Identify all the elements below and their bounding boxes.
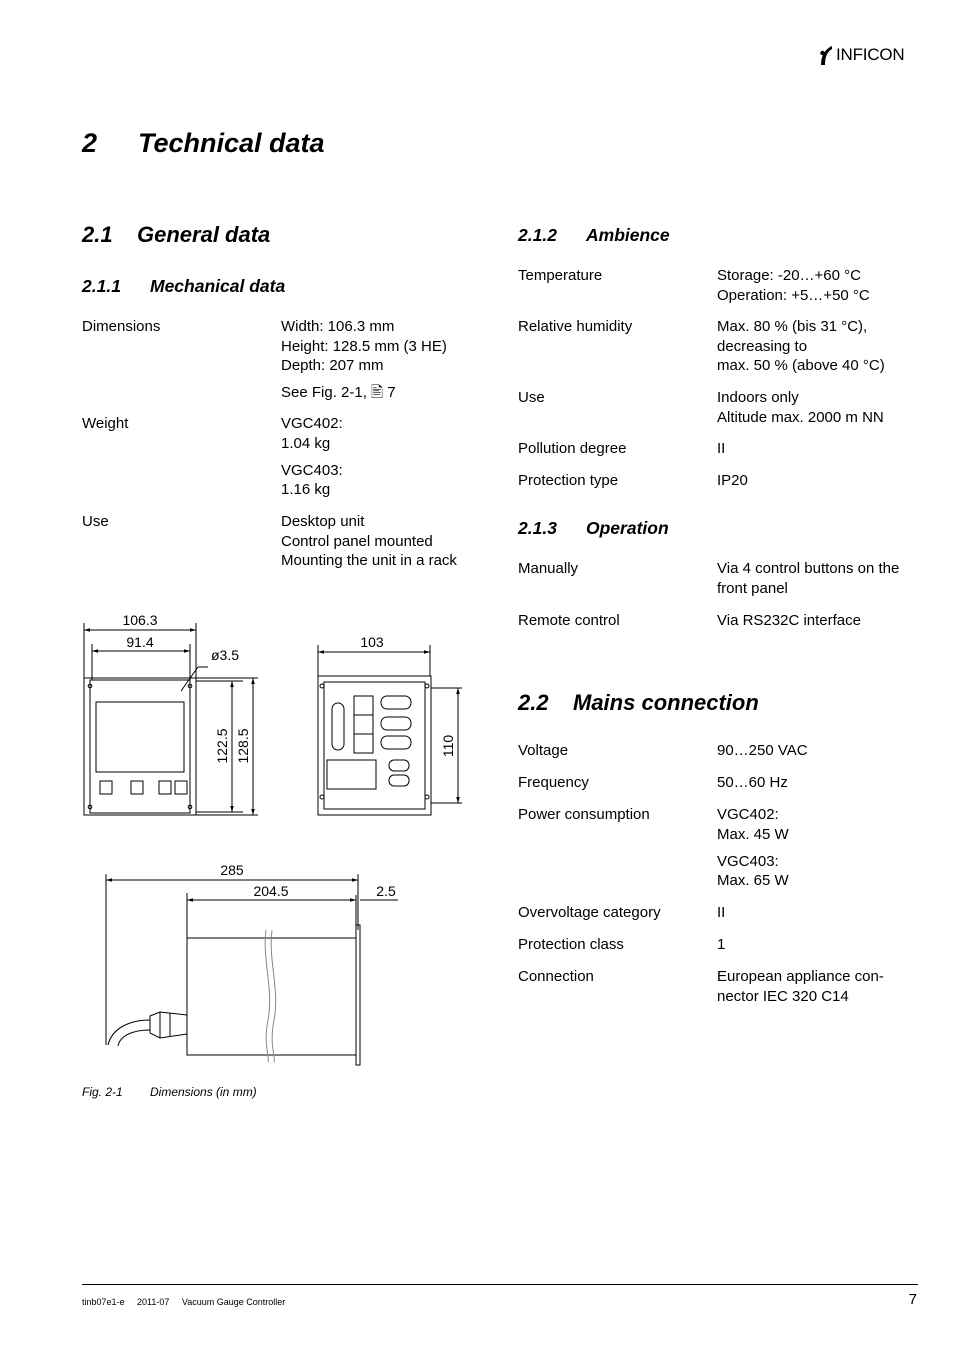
row-value — [717, 317, 885, 376]
row-label: Use — [518, 389, 545, 406]
row-value — [717, 439, 725, 459]
row-label: Use — [82, 513, 109, 530]
section-title: Mains connection — [573, 690, 759, 715]
row-label: Dimensions — [82, 318, 161, 335]
value-line: Width: 106.3 mm — [281, 318, 395, 335]
value-line: 1.16 kg — [281, 481, 331, 498]
value-line: European appliance con- — [717, 968, 884, 985]
row-label: Protection type — [518, 472, 619, 489]
front-view — [84, 623, 258, 815]
section-general-heading — [82, 222, 270, 248]
value-line: II — [717, 440, 726, 457]
ambience-heading — [518, 225, 670, 246]
value-line: VGC402: — [281, 415, 343, 432]
row-label: Remote control — [518, 612, 620, 629]
chapter-number: 2 — [82, 128, 98, 158]
operation-heading — [518, 518, 669, 539]
rear-height-label: 110 — [440, 734, 456, 758]
value-line: 1.04 kg — [281, 434, 331, 452]
side-panel-label: 2.5 — [376, 883, 396, 899]
footer-document-info: tinb07e1-e 2011-07 Vacuum Gauge Controller — [82, 1297, 286, 1307]
row-value — [717, 611, 861, 631]
row-value — [717, 471, 748, 491]
row-value — [281, 414, 343, 500]
section-number: 2.1 — [82, 222, 113, 247]
value-line: 50…60 Hz — [717, 774, 788, 791]
row-label: Manually — [518, 560, 579, 577]
side-view — [106, 874, 398, 1065]
mechanical-heading — [82, 276, 285, 297]
figure-caption — [82, 1085, 257, 1099]
row-value — [717, 967, 884, 1006]
value-line: Max. 65 W — [717, 872, 789, 889]
figure-reference-link[interactable]: See Fig. 2-1, 🖹 7 — [281, 384, 396, 401]
side-depth-label: 285 — [220, 862, 244, 878]
value-line: decreasing to — [717, 337, 808, 355]
chapter-title — [82, 128, 325, 159]
row-value — [717, 903, 725, 923]
logo-text: INFICON — [836, 45, 905, 64]
value-line: Max. 45 W — [717, 825, 789, 843]
value-line: VGC403: — [717, 852, 779, 870]
rear-width-label: 103 — [360, 634, 384, 650]
inficon-logo-icon — [818, 44, 834, 66]
row-label: Temperature — [518, 267, 603, 284]
value-line: 1 — [717, 936, 726, 953]
subsection-title: Mechanical data — [150, 276, 286, 296]
hole-diameter-label: ø3.5 — [211, 647, 240, 663]
row-label: Connection — [518, 968, 594, 985]
front-inner-width-label: 91.4 — [126, 634, 154, 650]
caption-text: Dimensions (in mm) — [150, 1085, 257, 1099]
value-line: Via 4 control buttons on the — [717, 560, 900, 577]
section-title: General data — [137, 222, 271, 247]
row-value — [717, 559, 899, 598]
rear-view — [318, 645, 462, 815]
value-line: Via RS232C interface — [717, 612, 861, 629]
row-label: Protection class — [518, 936, 624, 953]
value-line: IP20 — [717, 472, 748, 489]
row-value — [717, 805, 789, 891]
row-label: Voltage — [518, 742, 569, 759]
value-line: nector IEC 320 C14 — [717, 987, 849, 1005]
value-line: Max. 80 % (bis 31 °C), — [717, 318, 868, 335]
row-label: Pollution degree — [518, 440, 627, 457]
row-value — [281, 317, 447, 403]
mains-heading — [518, 690, 759, 716]
side-body-label: 204.5 — [253, 883, 289, 899]
front-height-label: 128.5 — [235, 728, 251, 764]
value-line: Desktop unit — [281, 513, 365, 530]
inficon-logo — [818, 44, 904, 66]
value-line: Operation: +5…+50 °C — [717, 286, 870, 304]
row-value — [717, 741, 808, 761]
row-value — [717, 773, 788, 793]
subsection-number: 2.1.3 — [518, 518, 557, 538]
chapter-title-text: Technical data — [138, 128, 325, 158]
value-line: 90…250 VAC — [717, 742, 808, 759]
front-inner-height-label: 122.5 — [214, 728, 230, 764]
subsection-number: 2.1.2 — [518, 225, 557, 245]
value-line: II — [717, 904, 726, 921]
subsection-number: 2.1.1 — [82, 276, 121, 296]
row-label: Relative humidity — [518, 318, 633, 335]
subsection-title: Ambience — [586, 225, 670, 245]
row-label: Power consumption — [518, 806, 650, 823]
value-line: Indoors only — [717, 389, 799, 406]
value-line: Control panel mounted — [281, 532, 433, 550]
value-line: Altitude max. 2000 m NN — [717, 408, 884, 426]
section-number: 2.2 — [518, 690, 549, 715]
value-line: VGC403: — [281, 461, 343, 479]
row-value — [717, 935, 725, 955]
value-line: Depth: 207 mm — [281, 357, 384, 374]
row-value — [717, 388, 884, 427]
page-number: 7 — [908, 1291, 917, 1308]
row-label: Frequency — [518, 774, 589, 791]
value-line: front panel — [717, 579, 788, 597]
footer-rule — [82, 1284, 918, 1285]
row-label: Overvoltage category — [518, 904, 661, 921]
subsection-title: Operation — [586, 518, 669, 538]
value-line: Storage: -20…+60 °C — [717, 267, 861, 284]
caption-number: Fig. 2-1 — [82, 1085, 123, 1099]
value-line: Mounting the unit in a rack — [281, 552, 457, 569]
row-value — [281, 512, 457, 571]
value-line: max. 50 % (above 40 °C) — [717, 357, 885, 374]
row-label: Weight — [82, 415, 129, 432]
row-value — [717, 266, 870, 305]
value-line: Height: 128.5 mm (3 HE) — [281, 337, 447, 355]
front-width-label: 106.3 — [122, 612, 158, 628]
value-line: VGC402: — [717, 806, 779, 823]
